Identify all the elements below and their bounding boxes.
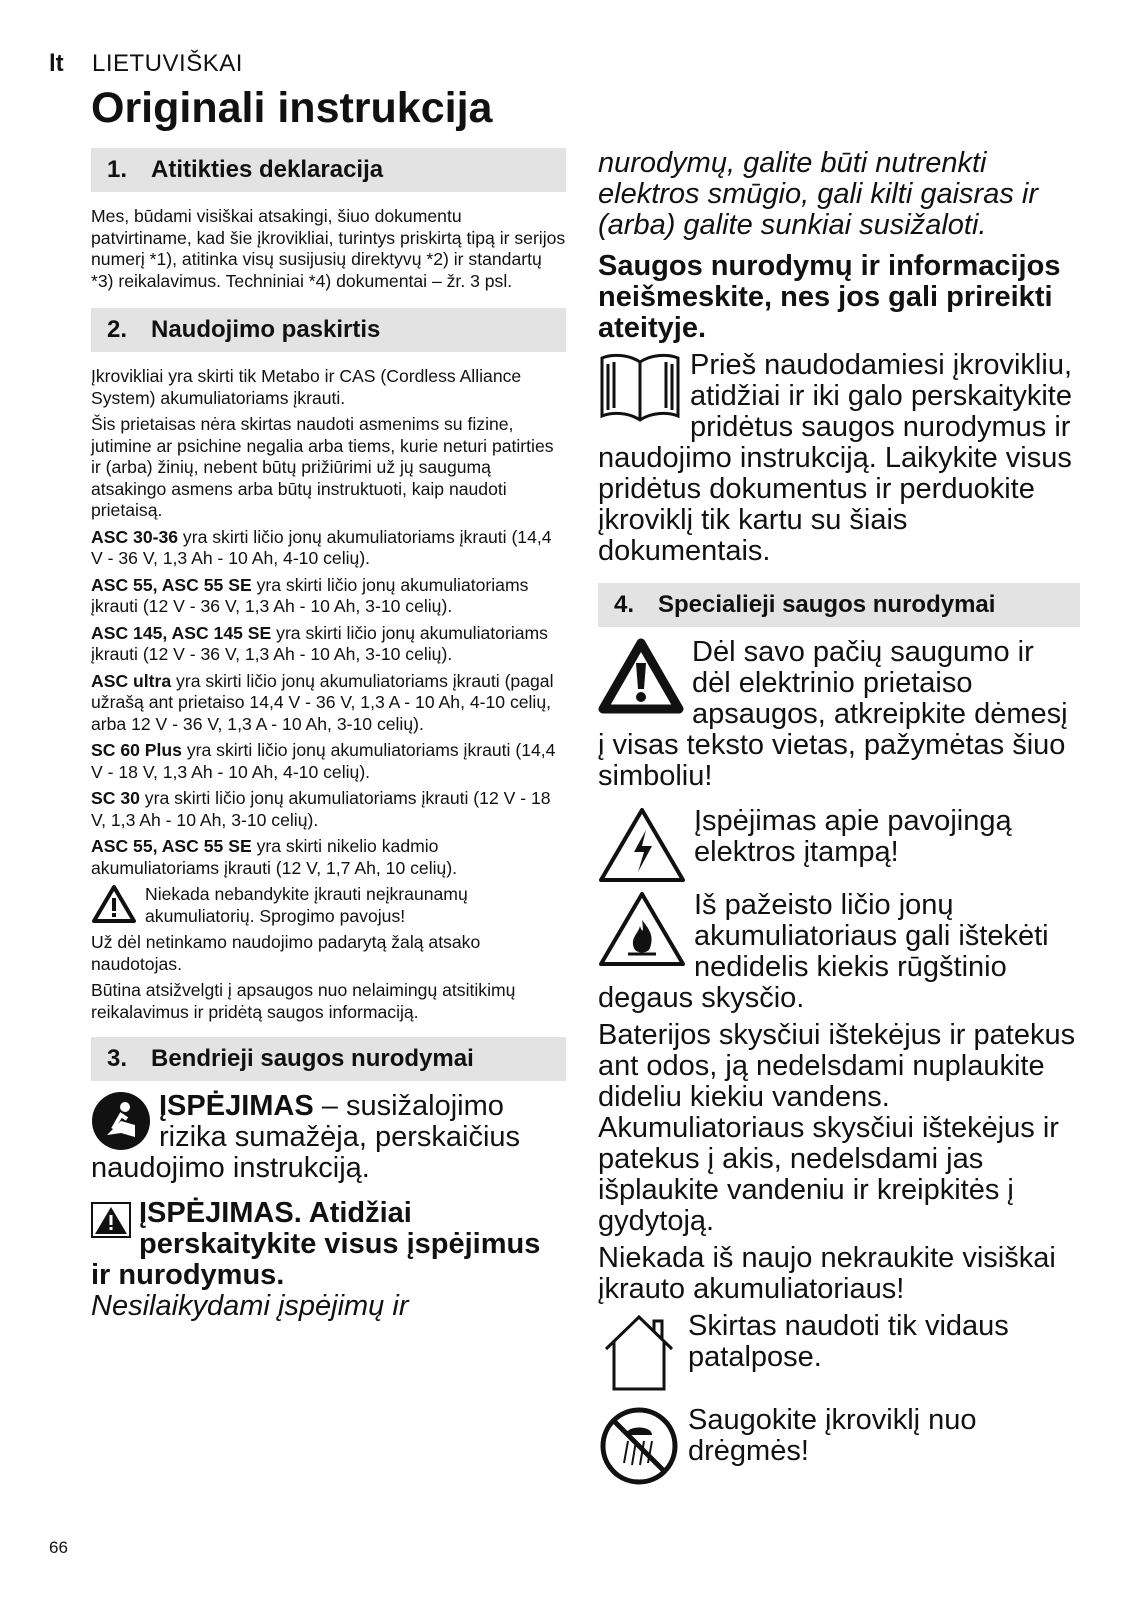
warning-label: ĮSPĖJIMAS bbox=[159, 1090, 314, 1122]
general-warning-block bbox=[598, 637, 1080, 792]
page-number: 66 bbox=[49, 1538, 68, 1557]
general-warning-text: Dėl savo pačių saugumo ir dėl elektrinio prietaiso apsaugos, atkreipkite dėmesį į visas teksto vietas, pažymėtas šiuo simboliu! bbox=[598, 636, 1068, 792]
model-paragraph bbox=[91, 527, 566, 570]
safety-regulations-text: Būtina atsižvelgti į apsaugos nuo nelaimingų atsitikimų reikalavimus ir pridėtą saugos informaciją. bbox=[91, 980, 516, 1022]
warning-text: Niekada nebandykite įkrauti neįkraunamų akumuliatorių. Sprogimo pavojus! bbox=[145, 884, 468, 926]
model-paragraph bbox=[91, 740, 566, 783]
warning-consequence-start: Nesilaikydami įspėjimų ir bbox=[91, 1290, 409, 1322]
language-code: lt bbox=[49, 50, 64, 77]
indoor-house-icon bbox=[598, 1311, 680, 1393]
section-title: Atitikties deklaracija bbox=[151, 156, 384, 183]
fire-warning-block bbox=[598, 890, 1080, 1014]
section-title: Specialieji saugos nurodymai bbox=[658, 591, 996, 618]
read-instructions-block bbox=[598, 350, 1080, 567]
right-column bbox=[598, 148, 1080, 1487]
section-number: 3. bbox=[107, 1045, 128, 1072]
model-paragraph bbox=[91, 671, 566, 736]
read-manual-text bbox=[91, 1091, 566, 1184]
model-text: yra skirti ličio jonų akumuliatoriams įkrauti (12 V - 36 V, 1,3 Ah - 10 Ah, 3-10 celių). bbox=[91, 574, 529, 616]
battery-liquid-text: Baterijos skysčiui ištekėjus ir patekus ant odos, ją nedelsdami nuplaukite dideliu kiekiu vandens. Akumuliatoriaus skysčiui ištekėjus ir patekus į akis, nedelsdami jas išplaukite vandeniu ir kreipkitės į gydytoją. bbox=[598, 1019, 1076, 1237]
fire-warning-text: Iš pažeisto ličio jonų akumuliatoriaus gali ištekėti nedidelis kiekis rūgštinio degaus skysčio. bbox=[598, 889, 1049, 1014]
warning-triangle-icon bbox=[91, 884, 137, 924]
model-name: SC 60 Plus bbox=[91, 740, 182, 760]
section-number: 4. bbox=[614, 591, 635, 618]
liability-text: Už dėl netinkamo naudojimo padarytą žalą atsako naudotojas. bbox=[91, 932, 481, 974]
warning-consequence-continued: nurodymų, galite būti nutrenkti elektros smūgio, gali kilti gaisras ir (arba) galite sunkiai susižaloti. bbox=[598, 147, 1038, 241]
model-paragraph bbox=[91, 836, 566, 879]
model-text: yra skirti ličio jonų akumuliatoriams įkrauti (12 V - 18 V, 1,3 Ah - 10 Ah, 3-10 celių). bbox=[91, 788, 551, 830]
page-title: Originali instrukcija bbox=[91, 84, 493, 132]
read-all-text: ĮSPĖJIMAS. Atidžiai perskaitykite visus įspėjimus ir nurodymus. bbox=[91, 1197, 541, 1291]
model-paragraph bbox=[91, 623, 566, 666]
read-manual-icon bbox=[91, 1091, 151, 1151]
voltage-warning-text: Įspėjimas apie pavojingą elektros įtampą! bbox=[694, 805, 1012, 868]
keep-instructions-text: Saugos nurodymų ir informacijos neišmeskite, nes jos gali prireikti ateityje. bbox=[598, 250, 1061, 344]
model-name: ASC 55, ASC 55 SE bbox=[91, 574, 252, 595]
model-text: yra skirti ličio jonų akumuliatoriams įkrauti (14,4 V - 18 V, 1,3 Ah - 10 Ah, 4-10 celių). bbox=[91, 740, 556, 782]
model-paragraph bbox=[91, 575, 566, 618]
section-title: Bendrieji saugos nurodymai bbox=[151, 1045, 474, 1072]
voltage-warning-block bbox=[598, 806, 1080, 884]
explosion-warning bbox=[91, 884, 566, 932]
model-text: yra skirti nikelio kadmio akumuliatoriams įkrauti (12 V, 1,7 Ah, 10 celių). bbox=[91, 836, 458, 878]
model-text: yra skirti ličio jonų akumuliatoriams įkrauti (12 V - 36 V, 1,3 Ah - 10 Ah, 3-10 celių). bbox=[91, 622, 548, 664]
model-name: ASC 55, ASC 55 SE bbox=[91, 836, 252, 856]
model-name: ASC ultra bbox=[91, 670, 172, 691]
no-rain-icon bbox=[598, 1405, 680, 1487]
section-1-heading bbox=[91, 148, 566, 192]
flammable-icon bbox=[598, 890, 686, 968]
read-manual-warning bbox=[91, 1091, 566, 1184]
warning-triangle-icon bbox=[91, 1202, 131, 1238]
moisture-block bbox=[598, 1405, 1080, 1487]
declaration-text: Mes, būdami visiškai atsakingi, šiuo dokumentu patvirtiname, kad šie įkrovikliai, turintys priskirtą tipą ir serijos numerį *1), atitinka visų susijusių direktyvų *2) ir standartų *3) reikalavimus. Techniniai *4) dokumentai – žr. 3 psl. bbox=[91, 206, 566, 291]
indoor-use-block bbox=[598, 1311, 1080, 1393]
model-name: ASC 30-36 bbox=[91, 526, 179, 547]
section-number: 2. bbox=[107, 316, 128, 343]
section-3-heading bbox=[91, 1037, 566, 1081]
no-recharge-text: Niekada iš naujo nekraukite visiškai įkrauto akumuliatoriaus! bbox=[598, 1242, 1056, 1305]
model-name: SC 30 bbox=[91, 788, 140, 808]
model-name: ASC 145, ASC 145 SE bbox=[91, 622, 272, 643]
indoor-use-text: Skirtas naudoti tik vidaus patalpose. bbox=[688, 1310, 1009, 1373]
model-paragraph bbox=[91, 788, 566, 831]
section-number: 1. bbox=[107, 156, 128, 183]
warning-body: – susižalojimo rizika sumažėja, perskaičius naudojimo instrukciją. bbox=[91, 1090, 521, 1184]
language-name: LIETUVIŠKAI bbox=[92, 50, 243, 77]
model-text: yra skirti ličio jonų akumuliatoriams įkrauti (pagal užrašą ant prietaiso 14,4 V - 36 V, 1,3 A - 10 Ah, 4-10 celių, arba 12 V - 36 V, 1,3 A - 10 Ah, 3-10 celių). bbox=[91, 670, 554, 734]
model-text: yra skirti ličio jonų akumuliatoriams įkrauti (14,4 V - 36 V, 1,3 Ah - 10 Ah, 4-10 celių). bbox=[91, 526, 552, 568]
section-title: Naudojimo paskirtis bbox=[151, 316, 381, 343]
moisture-text: Saugokite įkroviklį nuo drėgmės! bbox=[688, 1404, 977, 1467]
purpose-paragraph: Įkrovikliai yra skirti tik Metabo ir CAS (Cordless Alliance System) akumuliatoriams įkrauti. bbox=[91, 366, 522, 408]
high-voltage-icon bbox=[598, 806, 686, 884]
section-4-heading bbox=[598, 583, 1080, 627]
warning-triangle-icon bbox=[598, 637, 684, 715]
open-book-icon bbox=[598, 350, 682, 426]
read-all-warning bbox=[91, 1198, 566, 1322]
left-column bbox=[91, 148, 566, 1322]
read-instructions-text: Prieš naudodamiesi įkrovikliu, atidžiai ir iki galo perskaitykite pridėtus saugos nurodymus ir naudojimo instrukciją. Laikykite visus pridėtus dokumentus ir perduokite įkroviklį tik kartu su šiais dokumentais. bbox=[598, 349, 1072, 567]
purpose-paragraph: Šis prietaisas nėra skirtas naudoti asmenims su fizine, jutimine ar psichine negalia arba tiems, kurie neturi patirties ir (arba) žinių, nebent būtų prižiūrimi už jų saugumą atsakingo asmens arba būtų instruktuoti, kaip naudoti prietaisą. bbox=[91, 414, 554, 520]
section-2-heading bbox=[91, 308, 566, 352]
